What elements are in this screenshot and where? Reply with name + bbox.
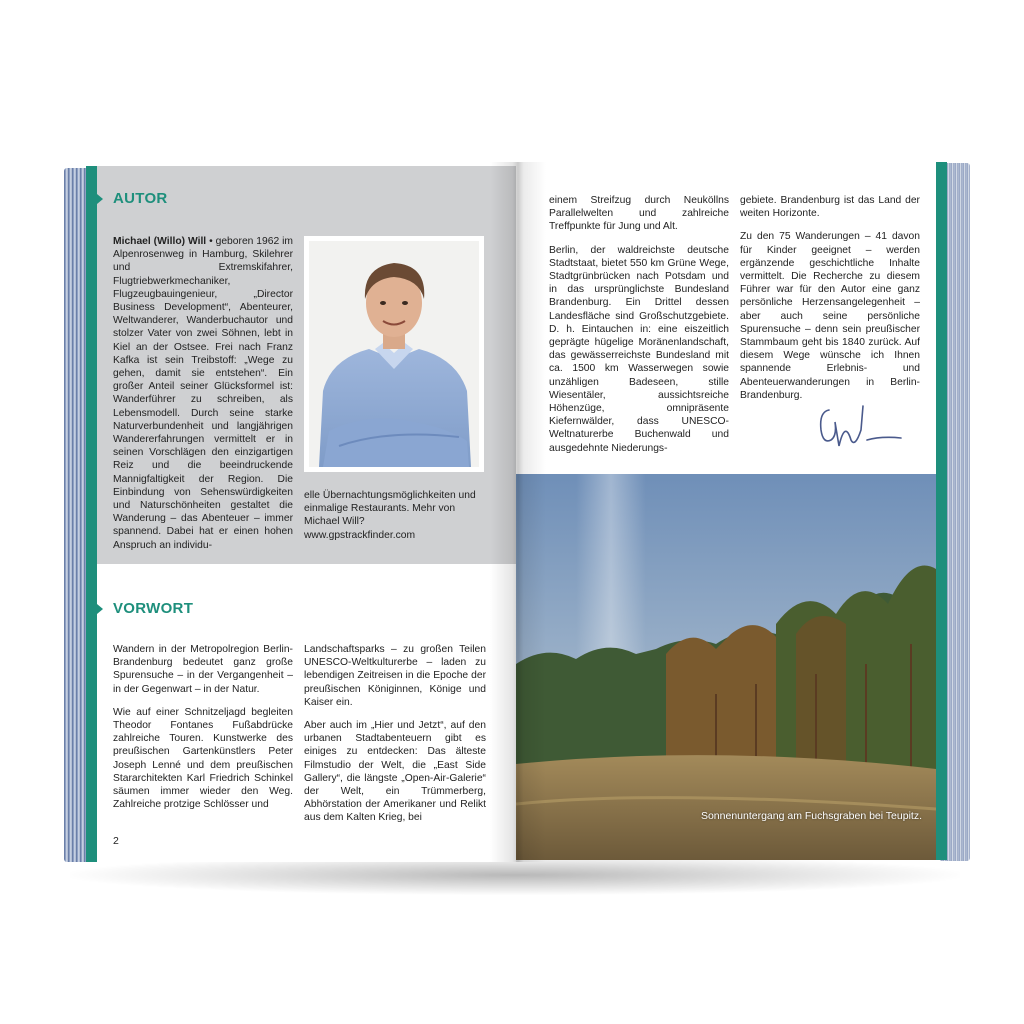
landscape-photo — [516, 474, 936, 860]
right-paragraph: einem Streifzug durch Neuköllns Parallelwelten und zahlreiche Treffpunkte für Jung und Alt. — [549, 195, 729, 233]
author-bio-col1 — [113, 235, 293, 552]
vorwort-paragraph: Wandern in der Metropolregion Berlin-Brandenburg bedeutet ganz große Spurensuche – in der Vergangenheit – in der Gegenwart – in der Natur. — [113, 644, 293, 695]
author-photo — [304, 236, 484, 472]
author-heading: AUTOR — [113, 190, 168, 207]
page-number: 2 — [113, 835, 119, 847]
signature-icon — [815, 400, 905, 460]
right-paragraph: Zu den 75 Wanderungen – 41 davon für Kinder geeignet – werden ergänzende geschichtliche Inhalte vermittelt. Die Recherche zu diesem Führer war für den Autor eine ganz persönliche Herzensangelegenheit – aber auch seine persönliche Spurensuche – denn sein preußischer Stammbaum geht bis 1840 zurück. Auf diesem Wege wünsche ich Ihnen spannende Erlebnis- und Abenteuerwanderungen in Berlin-Brandenburg. — [740, 231, 920, 401]
author-bio-continued: elle Übernachtungsmöglichkeiten und einmalige Restaurants. Mehr von Michael Will? — [304, 490, 476, 528]
right-col1 — [549, 194, 729, 465]
vorwort-paragraph: Aber auch im „Hier und Jetzt“, auf den urbanen Stadtabenteuern gibt es einiges zu entdecken: Das älteste Filmstudio der Welt, die „East Side Gallery“, die längste „Open-Air-Galerie“ der Welt, ein Trümmerberg, Abhörstation der Amerikaner und Relikt aus dem Kalten Krieg, bei — [304, 720, 486, 824]
photo-caption: Sonnenuntergang am Fuchsgraben bei Teupitz. — [700, 810, 922, 822]
author-website-link[interactable]: www.gpstrackfinder.com — [304, 529, 416, 541]
vorwort-paragraph: Landschaftsparks – zu großen Teilen UNESCO-Weltkulturerbe – laden zu lebendigen Zeitreisen in die Epoche der preußischen Königinnen, Könige und Kaiser ein. — [304, 644, 486, 708]
author-name: Michael (Willo) Will — [113, 236, 207, 247]
landscape-forest-icon — [516, 474, 936, 860]
vorwort-col2 — [304, 643, 486, 835]
triangle-right-icon — [97, 604, 103, 614]
author-portrait-icon — [309, 241, 479, 467]
accent-stripe-right — [936, 162, 947, 860]
right-paragraph: gebiete. Brandenburg ist das Land der weiten Horizonte. — [740, 195, 920, 220]
triangle-right-icon — [97, 194, 103, 204]
right-col2 — [740, 194, 920, 412]
accent-stripe-left — [86, 166, 97, 862]
right-paragraph: Berlin, der waldreichste deutsche Stadtstaat, bietet 550 km Grüne Wege, Stadtgrünbrücken nach Potsdam und in das ursprünglichste Bundesland Brandenburg. Ein Drittel dessen Landesfläche sind Großschutzgebiete. D. h. Eintauchen in: eine eiszeitlich geprägte hügelige Moränenlandschaft, das gewässerreichste Bundesland mit ca. 1500 km Wasserwegen sowie unzähligen Badeseen, stille Wiesentäler, aussichtsreiche Höhenzüge, omnipräsente Kiefernwälder, dass UNESCO-Weltnaturerbe Buchenwald und ausgedehnte Niederungs- — [549, 244, 729, 454]
vorwort-col1 — [113, 643, 293, 821]
author-bio-text: • geboren 1962 im Alpenrosenweg in Hamburg, Skilehrer und Extremskifahrer, Flugtriebwerkmechaniker, Flugzeugbauingenieur, „Director Business Development“, Abenteurer, Weltwanderer, Wanderbuchautor und stolzer Vater von zwei Söhnen, lebt in Kiel an der Ostsee. Frei nach Franz Kafka ist sein Treibstoff: „Wege zu gehen, damit sie entstehen“. Ein großer Anteil seiner Glücksformel ist: Wanderführer zu schreiben, als Lebensmodell. Durch seine starke Naturverbundenheit und langjährigen Wandererfahrungen vermittelt er in seinen Vorschlägen den einzigartigen Reiz und die beeindruckende Mannigfaltigkeit der Region. Die Einbindung von Sehenswürdigkeiten und Naturschönheiten gestaltet die Wanderung – das Abenteuer – immer spannend. Dabei hat er einen hohen Anspruch an individu- — [113, 236, 293, 551]
author-bio-col2 — [304, 489, 486, 542]
vorwort-paragraph: Wie auf einer Schnitzeljagd begleiten Theodor Fontanes Fußabdrücke zahlreiche Touren. Kunstwerke des preußischen Gartenkünstlers Peter Joseph Lenné und dem preußischen Stararchitekten Karl Friedrich Schinkel säumen immer wieder den Weg. Zahlreiche protzige Schlösser und — [113, 706, 293, 811]
vorwort-heading: VORWORT — [113, 600, 194, 617]
